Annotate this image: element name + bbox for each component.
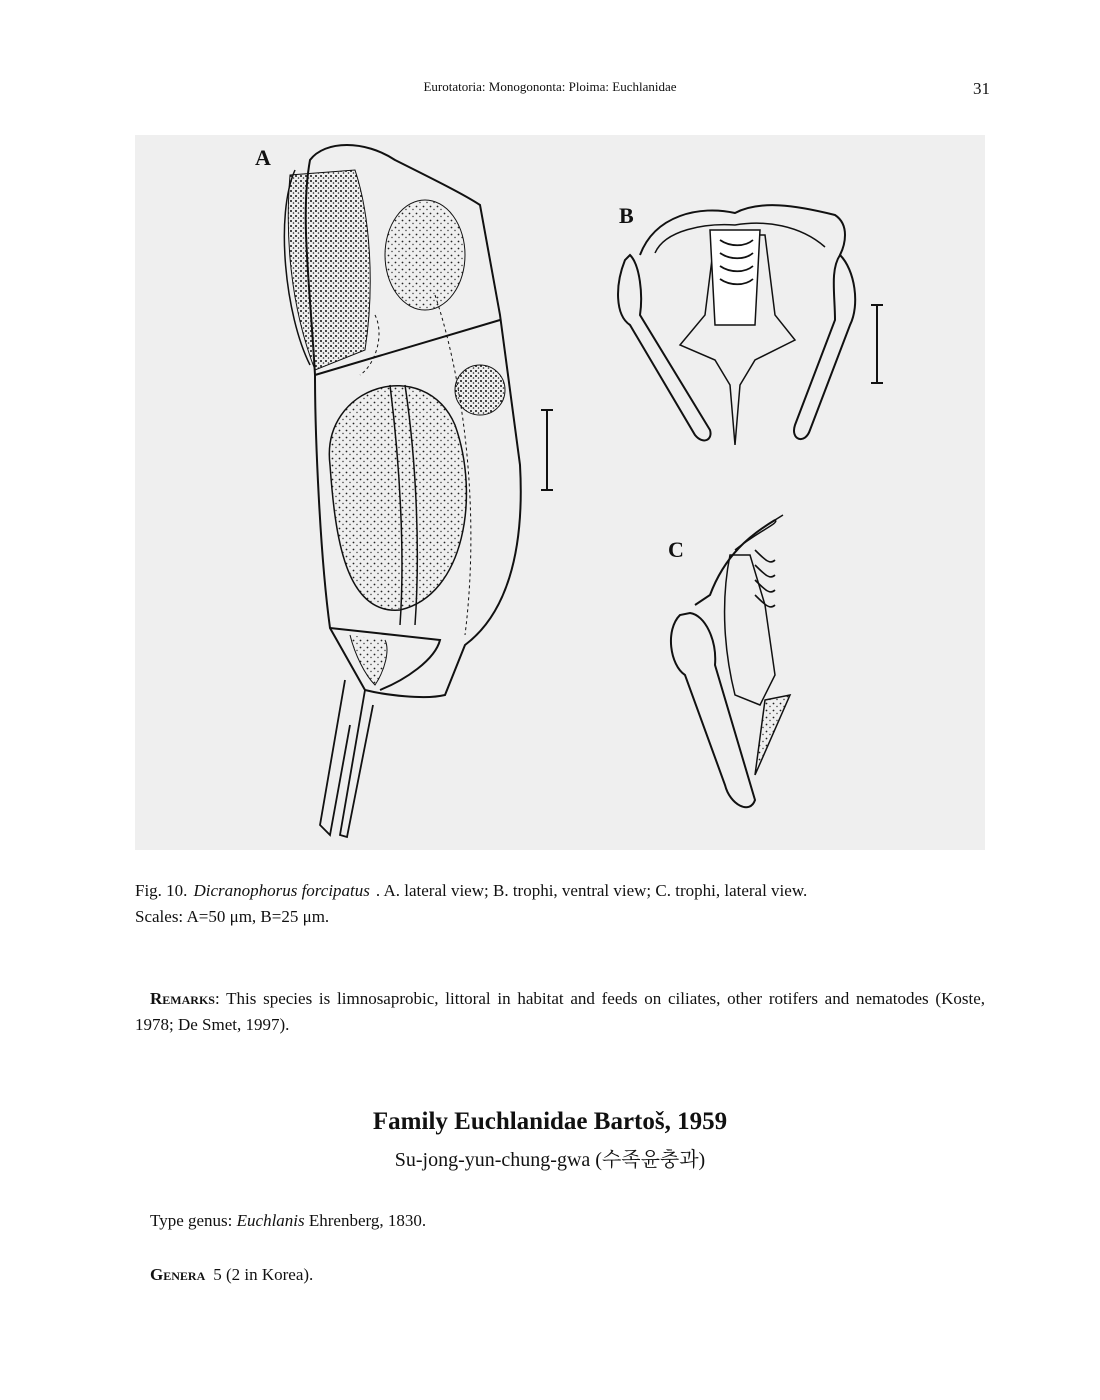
- figure-illustration: [135, 135, 985, 850]
- remarks-paragraph: [135, 986, 985, 1038]
- family-subtitle: Su-jong-yun-chung-gwa (수족윤충과): [394, 1149, 706, 1171]
- genera-text: 5 (2 in Korea).: [213, 1265, 314, 1284]
- type-genus-label: Type genus:: [150, 1211, 233, 1230]
- specimen-a-lateral: [284, 145, 553, 837]
- family-title: Family Euchlanidae Bartoš, 1959: [372, 1108, 728, 1135]
- genera-line: [150, 1265, 313, 1285]
- type-genus-authority: Ehrenberg, 1830.: [308, 1211, 427, 1230]
- page-number: 31: [973, 79, 990, 98]
- panel-label-b: B: [619, 203, 634, 228]
- trophi-c-lateral: [671, 515, 790, 807]
- type-genus: [150, 1211, 426, 1231]
- remarks-lead: Remarks: [150, 989, 215, 1008]
- remarks-text: : This species is limnosaprobic, littoral in habitat and feeds on ciliates, other rotifers and nematodes (Koste, 1978; De Smet, 1997).: [135, 989, 985, 1034]
- trophi-b-ventral: [618, 205, 883, 445]
- species-name: Dicranophorus forcipatus: [193, 881, 370, 900]
- caption-scales: Scales: A=50 μm, B=25 μm.: [135, 907, 330, 926]
- panel-label-a: A: [255, 145, 271, 170]
- caption-text: . A. lateral view; B. trophi, ventral view; C. trophi, lateral view.: [375, 881, 808, 900]
- panel-label-c: C: [668, 537, 684, 562]
- figure-caption: [135, 878, 985, 930]
- type-genus-name: Euchlanis: [236, 1211, 305, 1230]
- genera-lead: Genera: [150, 1265, 206, 1284]
- figure-drawing: [135, 135, 985, 850]
- figure-number: Fig. 10.: [135, 881, 188, 900]
- running-head: Eurotatoria: Monogononta: Ploima: Euchlanidae: [423, 79, 677, 94]
